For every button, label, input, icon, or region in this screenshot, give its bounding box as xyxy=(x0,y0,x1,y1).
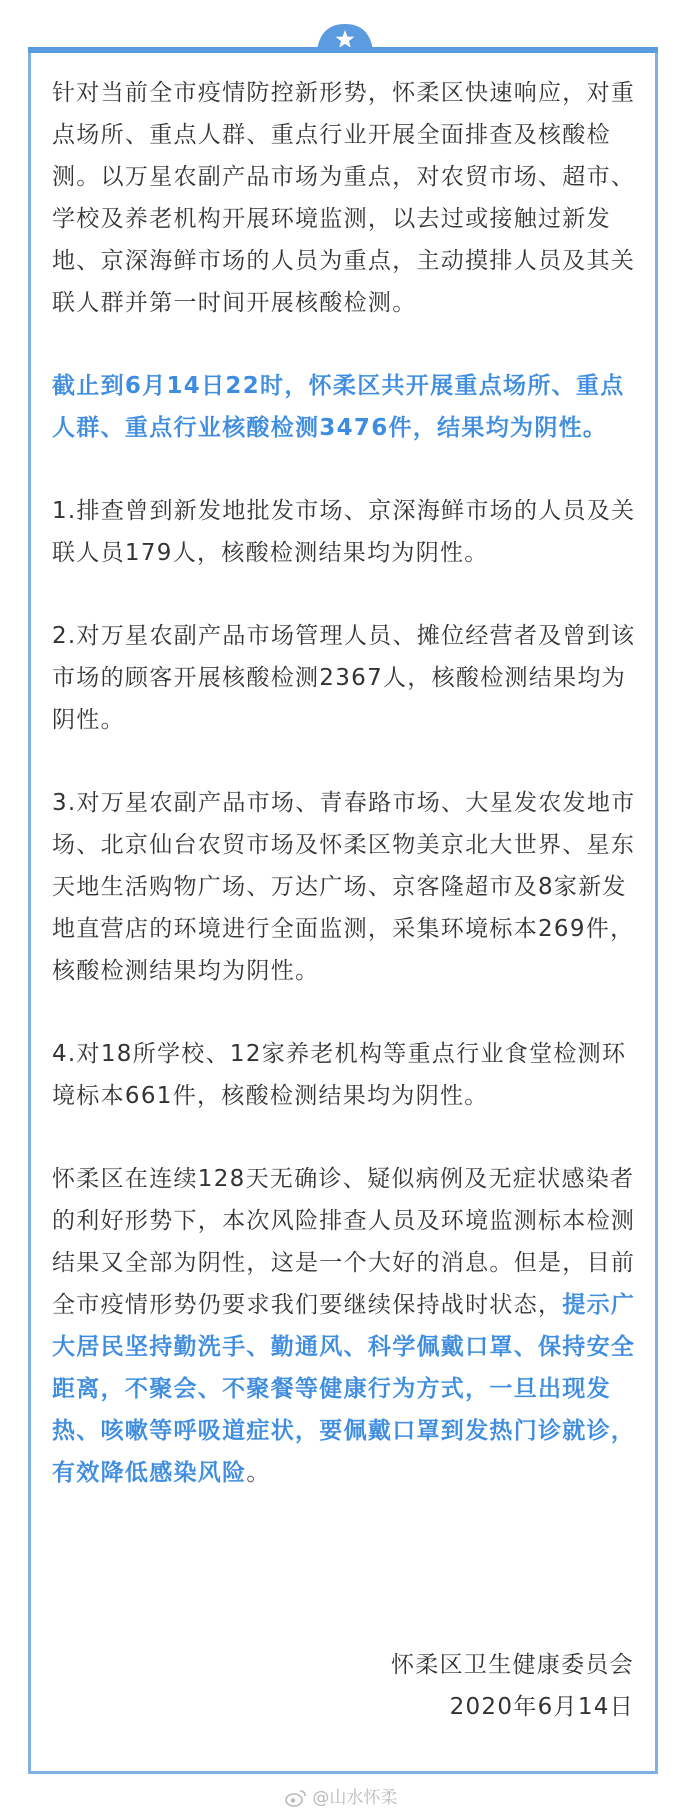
paragraph-intro: 针对当前全市疫情防控新形势，怀柔区快速响应，对重点场所、重点人群、重点行业开展全面排查及核酸检测。以万星农副产品市场为重点，对农贸市场、超市、学校及养老机构开展环境监测，以去过或接触过新发地、京深海鲜市场的人员为重点，主动摸排人员及其关联人群并第一时间开展核酸检测。 xyxy=(52,80,636,316)
closing-highlight: 提示广大居民坚持勤洗手、勤通风、科学佩戴口罩、保持安全距离，不聚会、不聚餐等健康行为方式，一旦出现发热、咳嗽等呼吸道症状，要佩戴口罩到发热门诊就诊，有效降低感染风险 xyxy=(52,1292,636,1486)
paragraph-item-2: 2.对万星农副产品市场管理人员、摊位经营者及曾到该市场的顾客开展核酸检测2367人，核酸检测结果均为阴性。 xyxy=(52,623,636,733)
frame-top-bar xyxy=(28,47,658,53)
paragraph-item-1: 1.排查曾到新发地批发市场、京深海鲜市场的人员及关联人员179人，核酸检测结果均为阴性。 xyxy=(52,498,636,566)
closing-end: 。 xyxy=(246,1460,271,1486)
weibo-icon xyxy=(285,1789,307,1807)
paragraph-item-3: 3.对万星农副产品市场、青春路市场、大星发农发地市场、北京仙台农贸市场及怀柔区物美京北大世界、星东天地生活购物广场、万达广场、京客隆超市及8家新发地直营店的环境进行全面监测，采集环境标本269件，核酸检测结果均为阴性。 xyxy=(52,790,636,984)
top-badge-icon xyxy=(315,20,375,50)
paragraph-summary: 截止到6月14日22时，怀柔区共开展重点场所、重点人群、重点行业核酸检测3476件，结果均为阴性。 xyxy=(52,373,625,441)
paragraph-closing xyxy=(52,1158,642,1494)
closing-text: 怀柔区在连续128天无确诊、疑似病例及无症状感染者的利好形势下，本次风险排查人员及环境监测标本检测结果又全部为阴性，这是一个大好的消息。但是，目前全市疫情形势仍要求我们要继续保持战时状态， xyxy=(52,1166,636,1318)
signature-date: 2020年6月14日 xyxy=(449,1694,634,1720)
article-body xyxy=(52,72,642,1535)
paragraph-item-4: 4.对18所学校、12家养老机构等重点行业食堂检测环境标本661件，核酸检测结果均为阴性。 xyxy=(52,1041,627,1109)
watermark-text: @山水怀柔 xyxy=(312,1788,398,1808)
signature-org: 怀柔区卫生健康委员会 xyxy=(391,1652,634,1678)
watermark xyxy=(285,1783,397,1808)
signature-block xyxy=(391,1644,634,1728)
